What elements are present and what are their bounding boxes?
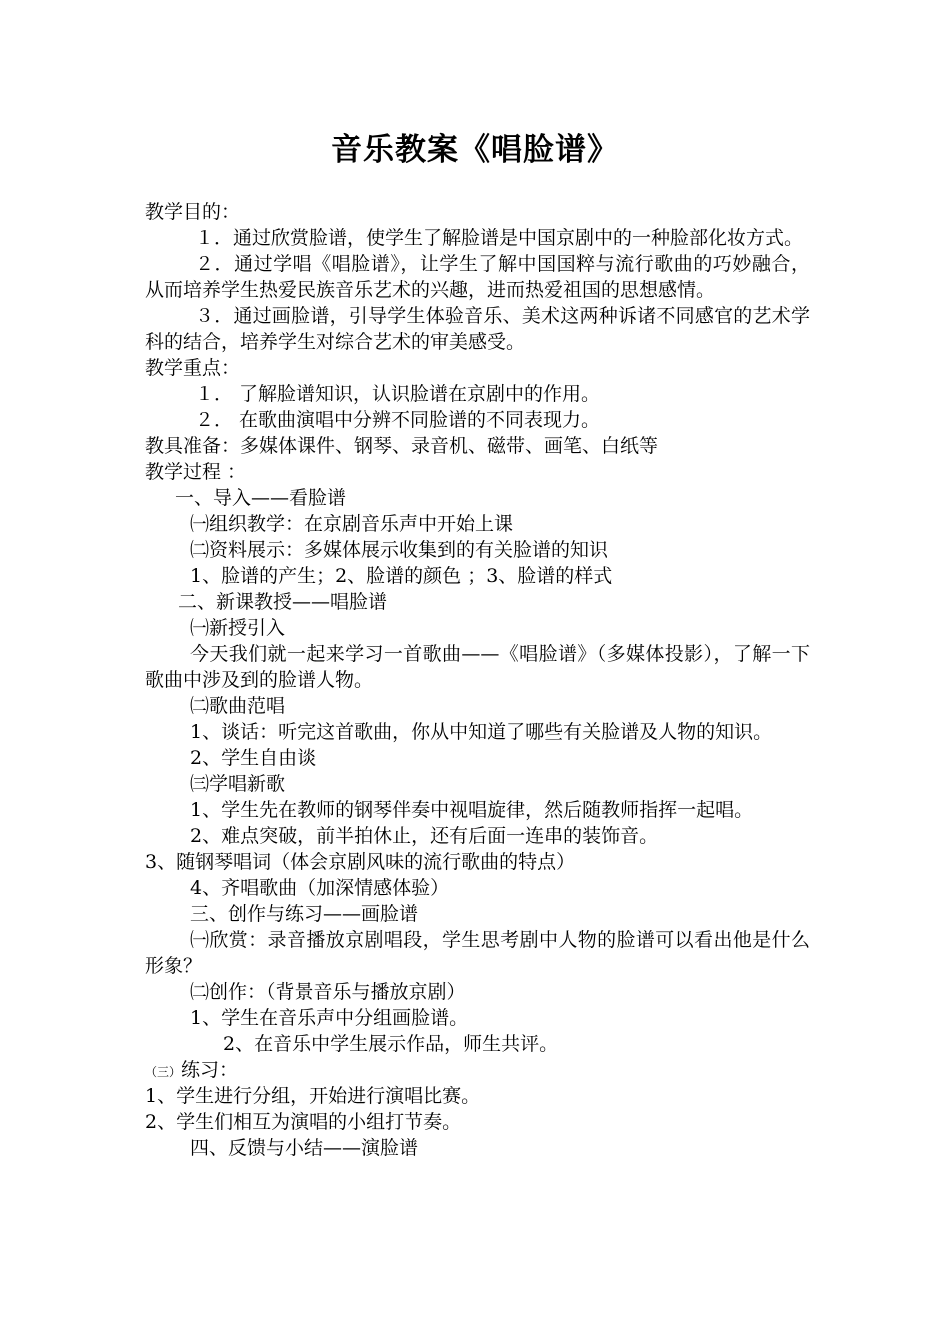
list-item: 1、学生进行分组，开始进行演唱比赛。 <box>145 1085 481 1107</box>
list-item: 3、随钢琴唱词（体会京剧风味的流行歌曲的特点） <box>145 851 576 873</box>
paragraph: 1、学生先在教师的钢琴伴奏中视唱旋律，然后随教师指挥一起唱。 <box>190 799 754 821</box>
paragraph: ㈠欣赏：录音播放京剧唱段，学生思考剧中人物的脸谱可以看出他是什么形象？ <box>145 929 810 977</box>
list-item: ㈠组织教学：在京剧音乐声中开始上课 <box>190 513 514 535</box>
section-heading: 四、反馈与小结——演脸谱 <box>190 1137 419 1159</box>
paragraph: ２．通过学唱《唱脸谱》，让学生了解中国国粹与流行歌曲的巧妙融合，从而培养学生热爱民族音乐艺术的兴趣，进而热爱祖国的思想感情。 <box>145 253 810 301</box>
section-heading: 三、创作与练习——画脸谱 <box>190 903 419 925</box>
list-item: ㈠新授引入 <box>190 617 286 639</box>
paragraph: 1、谈话：听完这首歌曲，你从中知道了哪些有关脸谱及人物的知识。 <box>190 721 773 743</box>
list-item: 1、学生在音乐声中分组画脸谱。 <box>190 1007 469 1029</box>
section-heading: 二、新课教授——唱脸谱 <box>178 591 388 613</box>
paragraph: １．通过欣赏脸谱，使学生了解脸谱是中国京剧中的一种脸部化妆方式。 <box>195 227 804 249</box>
paragraph: 今天我们就一起来学习一首歌曲——《唱脸谱》（多媒体投影），了解一下歌曲中涉及到的脸谱人物。 <box>145 643 810 691</box>
list-item: 2、难点突破，前半拍休止，还有后面一连串的装饰音。 <box>190 825 659 847</box>
list-item: 2、学生自由谈 <box>190 747 317 769</box>
list-item: ㈡创作：（背景音乐与播放京剧） <box>190 981 466 1003</box>
practice-label: 练习： <box>181 1059 239 1081</box>
list-item: 2、学生们相互为演唱的小组打节奏。 <box>145 1111 462 1133</box>
heading-teaching-focus: 教学重点： <box>145 357 241 379</box>
paragraph: ３．通过画脸谱，引导学生体验音乐、美术这两种诉诸不同感官的艺术学科的结合，培养学生对综合艺术的审美感受。 <box>145 305 810 353</box>
heading-materials: 教具准备：多媒体课件、钢琴、录音机、磁带、画笔、白纸等 <box>145 435 659 457</box>
heading-teaching-process: 教学过程 ： <box>145 461 247 483</box>
section-heading: 一、导入——看脸谱 <box>175 487 347 509</box>
list-item: 2、在音乐中学生展示作品，师生共评。 <box>223 1033 559 1055</box>
page-title: 音乐教案《唱脸谱》 <box>331 132 619 168</box>
heading-teaching-objectives: 教学目的： <box>145 201 241 223</box>
list-item: ㈡资料展示：多媒体展示收集到的有关脸谱的知识 <box>190 539 609 561</box>
practice-heading <box>145 1057 810 1083</box>
list-item: ㈡歌曲范唱 <box>190 695 286 717</box>
list-item: 4、齐唱歌曲（加深情感体验） <box>190 877 450 899</box>
list-item: ㈢学唱新歌 <box>190 773 286 795</box>
practice-number: （三） <box>145 1065 182 1079</box>
document-body <box>145 199 810 1161</box>
paragraph: １． 了解脸谱知识，认识脸谱在京剧中的作用。 <box>195 383 601 405</box>
paragraph: ２． 在歌曲演唱中分辨不同脸谱的不同表现力。 <box>195 409 601 431</box>
list-item: 1、脸谱的产生；2、脸谱的颜色 ；3、脸谱的样式 <box>190 565 613 587</box>
